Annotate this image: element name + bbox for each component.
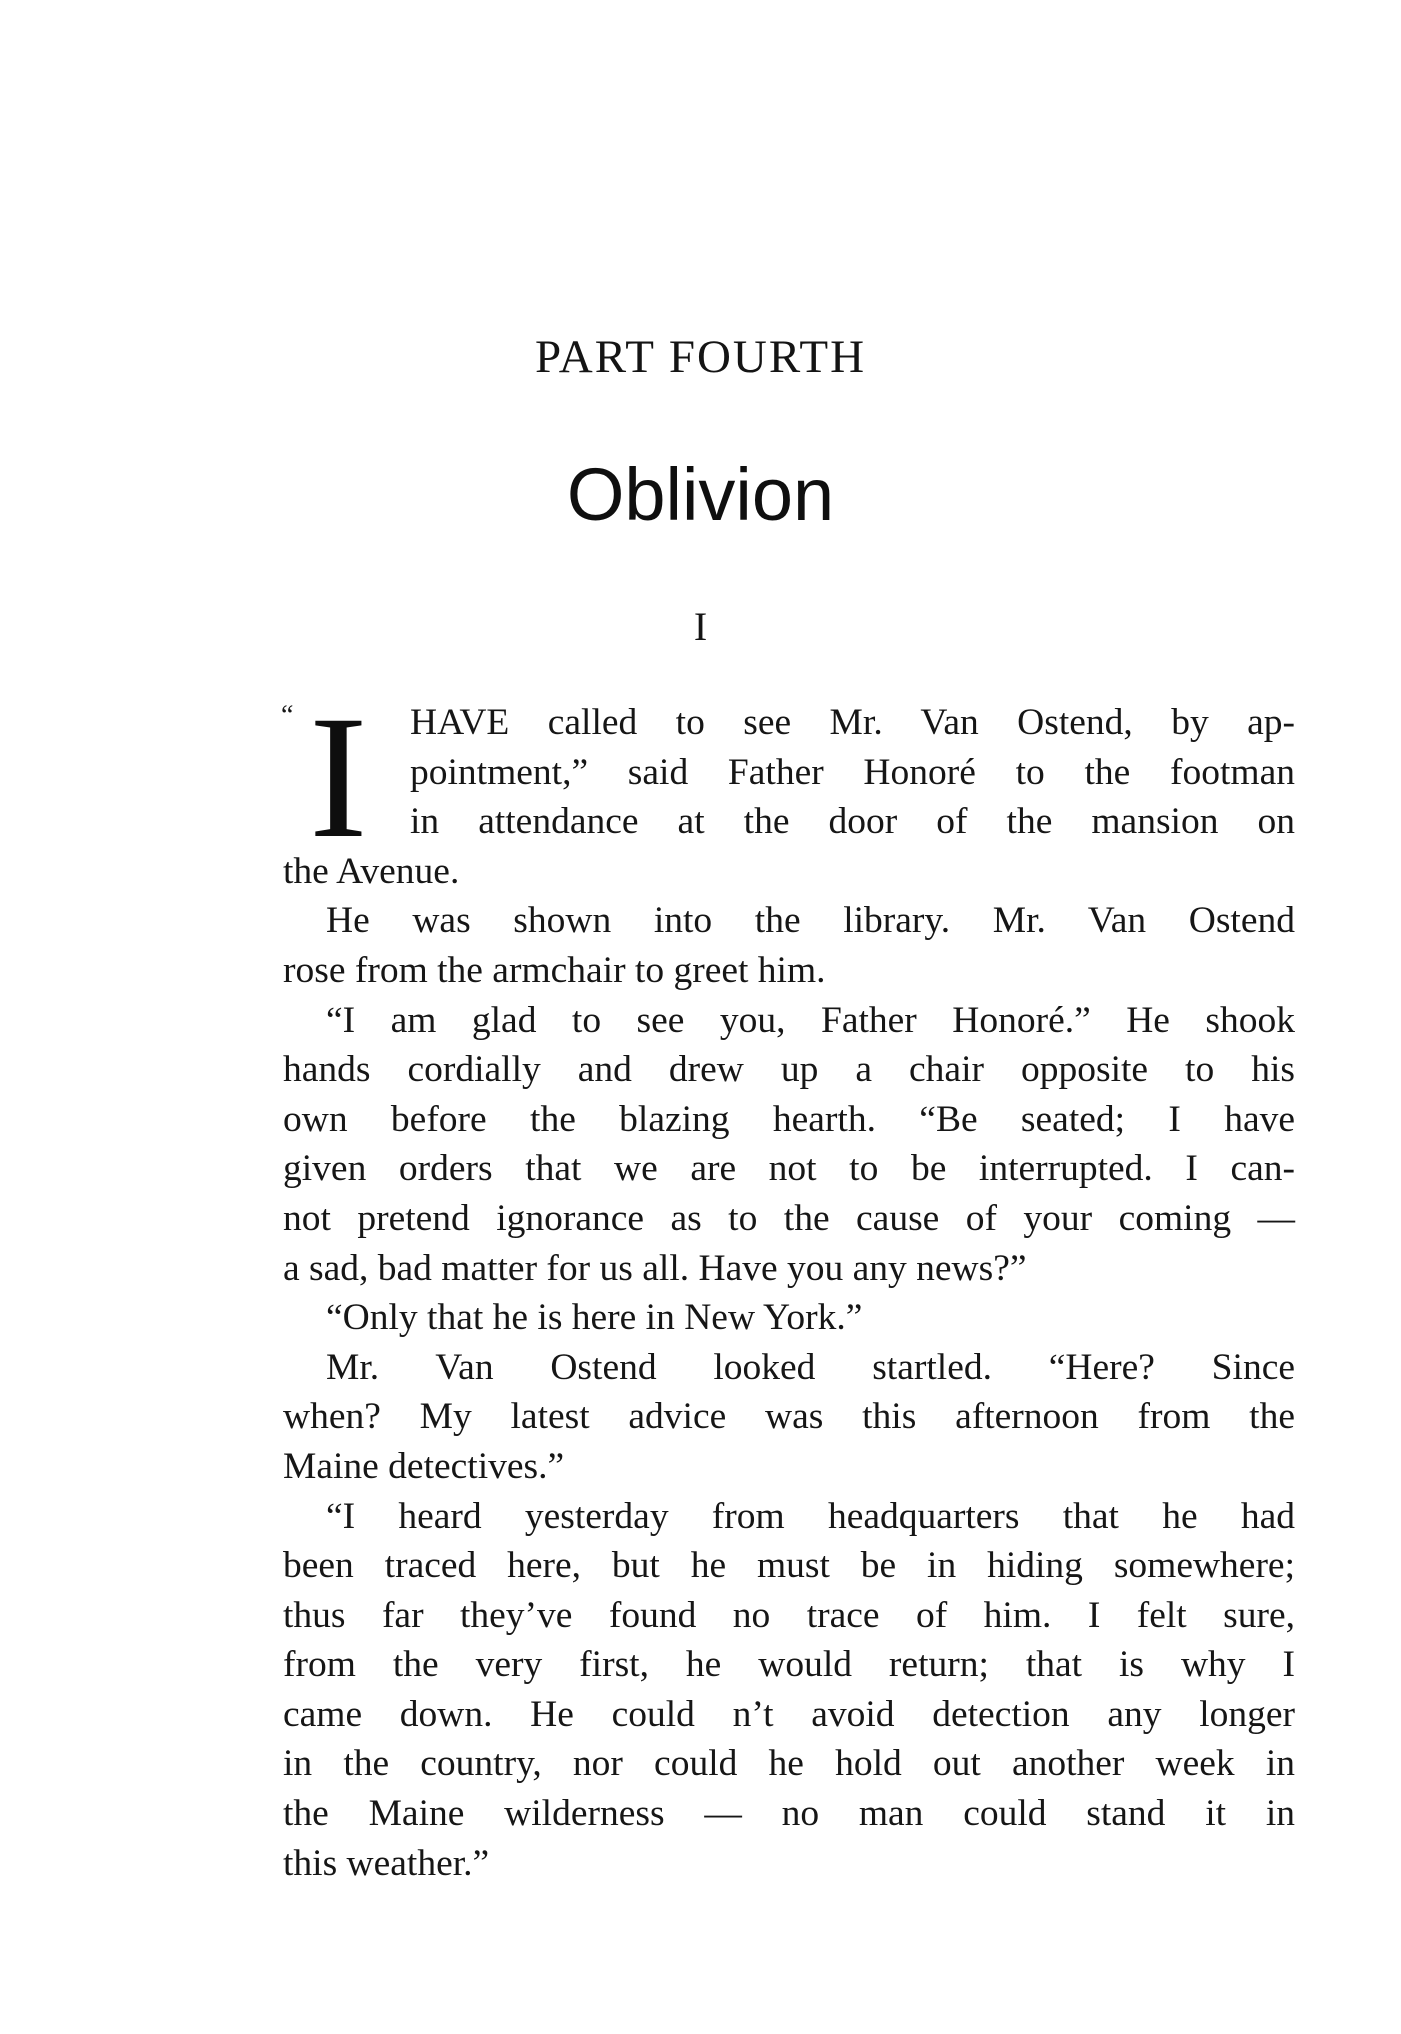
text-line: when? My latest advice was this afternoon from the bbox=[283, 1396, 1295, 1438]
text-line: in attendance at the door of the mansion on bbox=[410, 801, 1295, 843]
text-line: own before the blazing hearth. “Be seated; I have bbox=[283, 1098, 1295, 1140]
text-line: HAVE called to see Mr. Van Ostend, by ap- bbox=[410, 702, 1295, 743]
text-line: this weather.” bbox=[283, 1842, 490, 1884]
text-line: Maine detectives.” bbox=[283, 1445, 565, 1487]
part-heading: PART FOURTH bbox=[534, 331, 867, 383]
text-line: not pretend ignorance as to the cause of your coming — bbox=[283, 1197, 1295, 1239]
text-line: “Only that he is here in New York.” bbox=[326, 1297, 863, 1339]
text-line: the Avenue. bbox=[283, 850, 460, 892]
chapter-title: Oblivion bbox=[566, 453, 835, 536]
text-line: given orders that we are not to be interrupted. I can- bbox=[283, 1148, 1295, 1190]
text-line: Mr. Van Ostend looked startled. “Here? Since bbox=[326, 1346, 1295, 1388]
body-text bbox=[281, 680, 1295, 1888]
section-number: I bbox=[693, 604, 708, 649]
text-line: a sad, bad matter for us all. Have you any news?” bbox=[283, 1247, 1027, 1289]
text-line: came down. He could n’t avoid detection any longer bbox=[283, 1693, 1295, 1735]
text-line: He was shown into the library. Mr. Van Ostend bbox=[326, 900, 1295, 942]
text-line: been traced here, but he must be in hiding somewhere; bbox=[283, 1545, 1295, 1587]
text-line: pointment,” said Father Honoré to the footman bbox=[410, 751, 1295, 793]
text-line: rose from the armchair to greet him. bbox=[283, 949, 826, 991]
drop-cap-open-quote: “ bbox=[281, 700, 294, 731]
text-line: hands cordially and drew up a chair opposite to his bbox=[283, 1049, 1295, 1091]
text-line: the Maine wilderness — no man could stand it in bbox=[283, 1793, 1295, 1835]
text-line: from the very first, he would return; that is why I bbox=[283, 1644, 1295, 1686]
text-line: thus far they’ve found no trace of him. I felt sure, bbox=[283, 1594, 1295, 1636]
text-line: in the country, nor could he hold out another week in bbox=[283, 1743, 1295, 1785]
drop-cap-letter: I bbox=[309, 680, 368, 875]
text-line: “I heard yesterday from headquarters that he had bbox=[326, 1495, 1295, 1537]
text-line: “I am glad to see you, Father Honoré.” He shook bbox=[326, 999, 1295, 1041]
